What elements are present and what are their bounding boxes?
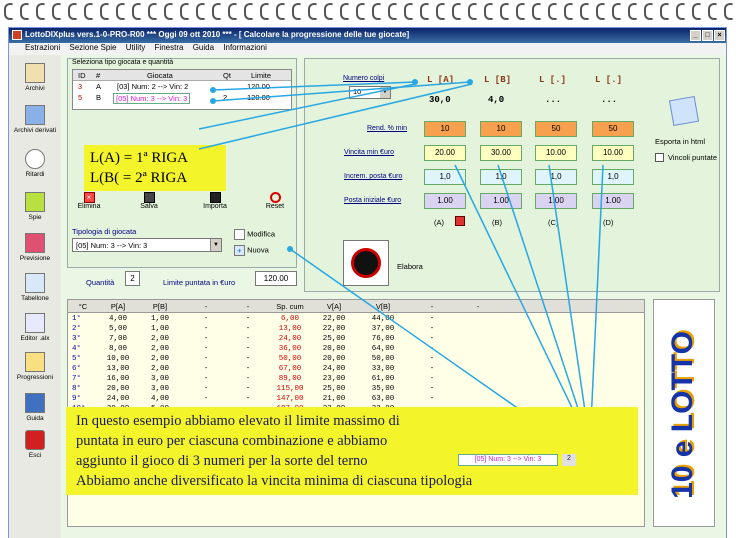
grid-col-header: - (430, 302, 434, 311)
logo-text: 10 e LOTTO (666, 331, 700, 499)
grid-cell: 2,00 (150, 335, 169, 343)
col-header-b: L [B] (484, 75, 512, 85)
tipologia-label: Tipologia di giocata (72, 227, 137, 236)
vincita-b[interactable]: 30.00 (480, 145, 522, 161)
grid-cell: - (203, 395, 209, 403)
sidebar-item-esci[interactable]: Esci (9, 430, 61, 459)
col-header-c: L [.] (539, 75, 567, 85)
sidebar-item-ritardi[interactable]: Ritardi (9, 149, 61, 178)
posta-c[interactable]: 1.00 (535, 193, 577, 209)
posta-d[interactable]: 1.00 (592, 193, 634, 209)
vincoli-label: Vincoli puntate (668, 153, 718, 162)
sidebar-item-previsione[interactable]: Previsione (9, 233, 61, 262)
increm-posta-label[interactable]: Increm. posta €uro (344, 173, 403, 180)
grid-cell: 24,00 (322, 365, 346, 373)
sidebar-item-progressioni[interactable]: Progressioni (9, 352, 61, 381)
plus-icon: + (234, 245, 245, 256)
reset-button[interactable]: Reset (258, 192, 292, 210)
grid-cell: - (203, 385, 209, 393)
grid-col-header: P[A] (110, 302, 126, 311)
grid-cell: - (429, 335, 435, 343)
grid-cell: - (245, 325, 251, 333)
grid-cell: - (203, 375, 209, 383)
col-giocata: Giocata (147, 71, 173, 80)
grid-cell: 1° (72, 315, 82, 323)
grid-cell: 76,00 (371, 335, 395, 343)
rend-d[interactable]: 50 (592, 121, 634, 137)
vincita-d[interactable]: 10.00 (592, 145, 634, 161)
grid-cell: 64,00 (371, 345, 395, 353)
sidebar-item-guida[interactable]: Guida (9, 393, 61, 422)
sidebar-item-archivi-derivati[interactable]: Archivi derivati (9, 105, 61, 134)
chevron-down-icon[interactable]: ▼ (210, 239, 221, 251)
grid-cell: 35,00 (371, 385, 395, 393)
arrow-line (498, 165, 590, 445)
grid-cell: - (245, 315, 251, 323)
note-line-1: In questo esempio abbiamo elevato il limite massimo di (76, 413, 400, 429)
grid-cell: - (429, 365, 435, 373)
minimize-button[interactable]: _ (690, 30, 701, 41)
posta-iniziale-label[interactable]: Posta iniziale €uro (344, 197, 402, 204)
table-row[interactable]: 5 B [05] Num: 3 --> Vin: 3 2 120.00 (78, 93, 270, 103)
annotation-line-1: L(A) = 1ª RIGA (90, 150, 188, 166)
vincita-c[interactable]: 10.00 (535, 145, 577, 161)
col-value-c: ... (545, 95, 562, 105)
grid-cell: - (429, 385, 435, 393)
arrow-dot (210, 98, 216, 104)
grid-cell: 4,00 (150, 395, 169, 403)
grid-cell: 2,00 (150, 355, 169, 363)
grid-cell: 13,00 (278, 325, 302, 333)
col-value-a: 30,0 (429, 95, 451, 105)
footer-a: (A) (434, 218, 444, 227)
grid-cell: - (203, 325, 209, 333)
rend-min-label[interactable]: Rend. % min (367, 125, 408, 132)
grid-cell: - (203, 315, 209, 323)
grid-cell: 9° (72, 395, 82, 403)
grid-cell: 37,00 (371, 325, 395, 333)
arrow-line (590, 165, 603, 445)
grid-cell: 10,00 (106, 355, 130, 363)
grid-cell: 5,00 (108, 325, 127, 333)
grid-cell: - (429, 315, 435, 323)
grid-cell: 63,00 (371, 395, 395, 403)
col-header-d: L [.] (595, 75, 623, 85)
grid-cell: 4,00 (108, 315, 127, 323)
note-line-2: puntata in euro per ciascuna combinazione e abbiamo (76, 433, 388, 449)
increm-c[interactable]: 1,0 (535, 169, 577, 185)
posta-a[interactable]: 1.00 (424, 193, 466, 209)
col-id: ID (78, 71, 86, 80)
grid-cell: - (203, 335, 209, 343)
grid-cell: 3° (72, 335, 82, 343)
grid-cell: 1,00 (150, 325, 169, 333)
grid-cell: 6° (72, 365, 82, 373)
maximize-button[interactable]: □ (702, 30, 713, 41)
grid-cell: - (203, 365, 209, 373)
grid-cell: 33,00 (371, 365, 395, 373)
col-qt: Qt (223, 71, 231, 80)
delete-icon: × (84, 192, 95, 203)
grid-cell: - (245, 385, 251, 393)
col-value-d: ... (601, 95, 618, 105)
grid-cell: 20,00 (322, 355, 346, 363)
limite-label: Limite puntata in €uro (163, 278, 236, 287)
grid-col-header: P[B] (152, 302, 168, 311)
grid-cell: - (245, 345, 251, 353)
grid-cell: 44,00 (371, 315, 395, 323)
grid-cell: 25,00 (322, 335, 346, 343)
esporta-html-button[interactable]: Esporta in html (655, 137, 706, 146)
elabora-label: Elabora (397, 262, 423, 271)
vincita-min-label[interactable]: Vincita min €uro (344, 149, 395, 156)
grid-cell: - (429, 375, 435, 383)
increm-d[interactable]: 1,0 (592, 169, 634, 185)
grid-cell: 89,00 (278, 375, 302, 383)
grid-cell: - (245, 375, 251, 383)
grid-col-header: - (476, 302, 480, 311)
quantita-input[interactable]: 2 (125, 271, 140, 286)
grid-cell: - (203, 355, 209, 363)
grid-cell: - (203, 345, 209, 353)
note-line-3: aggiunto il gioco di 3 numeri per la sorte del terno (76, 453, 368, 469)
col-limite: Limite (251, 71, 272, 80)
grid-cell: - (245, 355, 251, 363)
menu-finestra[interactable]: Finestra (154, 43, 184, 52)
grid-cell: 20,00 (322, 345, 346, 353)
grid-cell: - (245, 395, 251, 403)
footer-b: (B) (492, 218, 502, 227)
grid-cell: 7° (72, 375, 82, 383)
numero-colpi-select[interactable]: 10 ▼ (349, 86, 391, 99)
grid-cell: 22,00 (322, 315, 346, 323)
table-row[interactable]: 3 A [03] Num: 2 --> Vin: 2 120.00 (78, 82, 270, 91)
grid-cell: - (429, 395, 435, 403)
grid-col-header: V[B] (375, 302, 391, 311)
explanation-note (66, 407, 638, 495)
grid-cell: 3,00 (150, 385, 169, 393)
grid-cell: - (429, 355, 435, 363)
grid-cell: 2,00 (150, 365, 169, 373)
grid-cell: - (429, 345, 435, 353)
grid-cell: 13,00 (106, 365, 130, 373)
grid-cell: 67,00 (278, 365, 302, 373)
grid-cell: - (429, 325, 435, 333)
grid-cell: - (245, 335, 251, 343)
arrow-dot (210, 87, 216, 93)
grid-col-header: - (246, 302, 250, 311)
chevron-down-icon[interactable]: ▼ (380, 87, 390, 98)
grid-cell: 1,00 (150, 315, 169, 323)
window-title: LottoDIXplus vers.1-0-PRO-R00 *** Oggi 09 ott 2010 *** - [ Calcolare la progressione delle tue giocate] (25, 30, 410, 39)
sidebar-item-tabellone[interactable]: Tabellone (9, 273, 61, 302)
annotation-line-2: L(B( = 2ª RIGA (90, 170, 188, 186)
grid-cell: 8° (72, 385, 82, 393)
importa-button[interactable]: Importa (196, 192, 234, 210)
rend-a[interactable]: 10 (424, 121, 466, 137)
grid-cell: 25,00 (322, 385, 346, 393)
grid-cell: 21,00 (322, 395, 346, 403)
col-hash: # (96, 71, 101, 80)
arrow-line (199, 84, 472, 149)
numero-colpi-label: Numero colpi (343, 75, 385, 82)
arrow-dot (287, 246, 293, 252)
grid-cell: 50,00 (371, 355, 395, 363)
modifica-button[interactable]: Modifica (234, 229, 275, 240)
footer-d: (D) (603, 218, 614, 227)
menu-utility[interactable]: Utility (125, 43, 146, 52)
increm-b[interactable]: 1,0 (480, 169, 522, 185)
grid-cell: 24,00 (278, 335, 302, 343)
grid-cell: 7,00 (108, 335, 127, 343)
arrow-dot (412, 79, 418, 85)
grid-col-header: Sp. cum (276, 302, 304, 311)
grid-cell: 5° (72, 355, 82, 363)
quantita-label: Quantità (86, 278, 115, 287)
sidebar-item-editor-alx[interactable]: Editor .alx (9, 313, 61, 342)
grid-cell: 8,00 (108, 345, 127, 353)
grid-cell: 20,00 (106, 385, 130, 393)
menu-sezione-spie[interactable]: Sezione Spie (69, 43, 117, 52)
salva-button[interactable]: Salva (132, 192, 166, 210)
rend-b[interactable]: 10 (480, 121, 522, 137)
limite-input[interactable]: 120.00 (255, 271, 297, 286)
grid-cell: 147,00 (276, 395, 304, 403)
menu-informazioni[interactable]: Informazioni (223, 43, 267, 52)
grid-col-header: °C (78, 302, 88, 311)
grid-cell: - (245, 365, 251, 373)
posta-b[interactable]: 1.00 (480, 193, 522, 209)
grid-cell: 23,00 (322, 375, 346, 383)
nuova-button[interactable]: + Nuova (234, 245, 269, 256)
grid-cell: 50,00 (278, 355, 302, 363)
note-line-4: Abbiamo anche diversificato la vincita minima di ciascuna tipologia (76, 473, 473, 489)
menu-estrazioni[interactable]: Estrazioni (25, 43, 61, 52)
grid-col-header: - (204, 302, 208, 311)
grid-cell: 2° (72, 325, 82, 333)
giocata-chip: [05] Num: 3 --> Vin: 3 (458, 454, 558, 466)
grid-cell: 24,00 (106, 395, 130, 403)
close-button[interactable]: × (714, 30, 725, 41)
selection-legend: Seleziona tipo giocata e quantità (72, 59, 174, 66)
giocata-chip-qt: 2 (562, 454, 576, 466)
vincita-a[interactable]: 20.00 (424, 145, 466, 161)
grid-cell: 3,00 (150, 375, 169, 383)
grid-cell: 61,00 (371, 375, 395, 383)
col-value-b: 4,0 (488, 95, 505, 105)
col-header-a: L [A] (427, 75, 455, 85)
tipologia-select[interactable]: [05] Num: 3 --> Vin: 3 ▼ (72, 238, 222, 252)
grid-cell: 36,00 (278, 345, 302, 353)
grid-cell: 6,00 (280, 315, 299, 323)
grid-cell: 16,00 (106, 375, 130, 383)
sidebar-item-archivi[interactable]: Archivi (9, 63, 61, 92)
elimina-button[interactable]: × Elimina (77, 193, 101, 210)
grid-cell: 2,00 (150, 345, 169, 353)
increm-a[interactable]: 1,0 (424, 169, 466, 185)
grid-cell: 22,00 (322, 325, 346, 333)
arrow-line (199, 84, 415, 129)
menu-guida[interactable]: Guida (192, 43, 215, 52)
grid-cell: 4° (72, 345, 82, 353)
arrow-dot (467, 79, 473, 85)
footer-c: (C) (548, 218, 559, 227)
grid-cell: 115,00 (276, 385, 304, 393)
sidebar-item-spie[interactable]: Spie (9, 192, 61, 221)
grid-col-header: V[A] (326, 302, 342, 311)
rend-c[interactable]: 50 (535, 121, 577, 137)
